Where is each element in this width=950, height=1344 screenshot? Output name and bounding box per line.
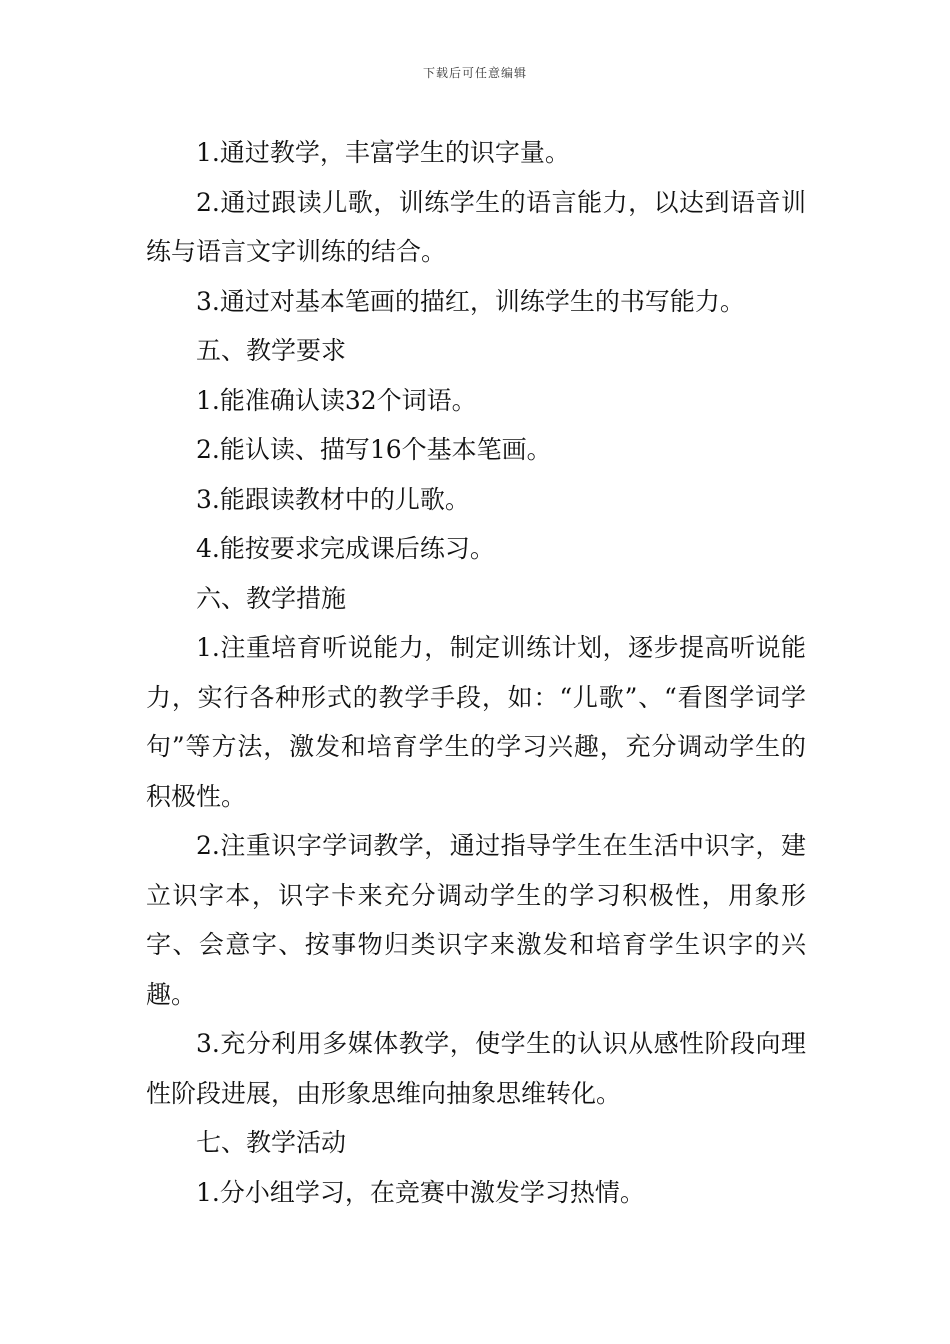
paragraph-requirement-4: 4.能按要求完成课后练习。 (196, 534, 495, 563)
paragraph-goal-3: 3.通过对基本笔画的描红，训练学生的书写能力。 (196, 286, 745, 316)
section-heading-measures: 六、教学措施 (196, 583, 347, 613)
paragraph-measure-2: 2.注重识字学词教学，通过指导学生在生活中识字，建立识字本，识字卡来充分调动学生的学习积极性，用象形字、会意字、按事物归类识字来激发和培育学生识字的兴趣。 (146, 831, 806, 1009)
paragraph-goal-1: 1.通过教学，丰富学生的识字量。 (196, 138, 570, 167)
paragraph-goal-2: 2.通过跟读儿歌，训练学生的语言能力，以达到语音训练与语言文字训练的结合。 (146, 187, 806, 266)
document-body (146, 128, 806, 1217)
paragraph-activity-1: 1.分小组学习，在竞赛中激发学习热情。 (196, 1177, 645, 1207)
page-header: 下载后可任意编辑 (422, 66, 527, 80)
paragraph-measure-1: 1.注重培育听说能力，制定训练计划，逐步提高听说能力，实行各种形式的教学手段，如：“儿歌”、“看图学词学句”等方法，激发和培育学生的学习兴趣，充分调动学生的积极性。 (146, 633, 806, 811)
paragraph-requirement-1: 1.能准确认读32个词语。 (196, 385, 477, 415)
section-heading-activities: 七、教学活动 (196, 1128, 347, 1157)
section-heading-requirements: 五、教学要求 (196, 336, 347, 365)
paragraph-requirement-2: 2.能认读、描写16个基本笔画。 (196, 435, 552, 464)
paragraph-requirement-3: 3.能跟读教材中的儿歌。 (196, 484, 470, 514)
paragraph-measure-3: 3.充分利用多媒体教学，使学生的认识从感性阶段向理性阶段进展，由形象思维向抽象思维转化。 (146, 1029, 806, 1108)
